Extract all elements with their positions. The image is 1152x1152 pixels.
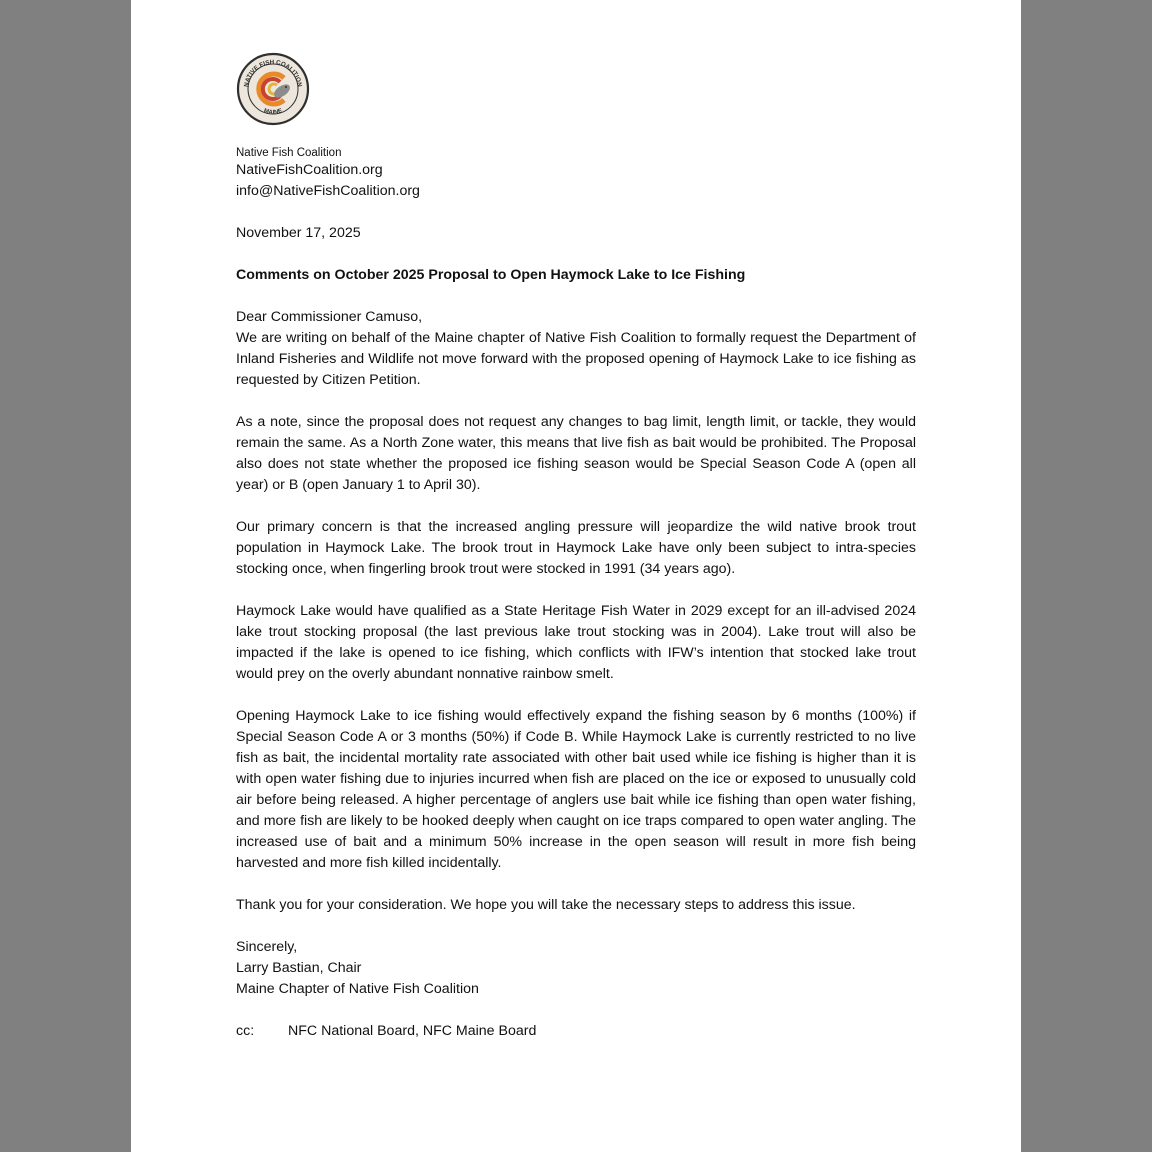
fish-eye-icon — [285, 86, 287, 88]
salutation: Dear Commissioner Camuso, — [236, 309, 423, 325]
body-paragraph-4: Haymock Lake would have qualified as a State Heritage Fish Water in 2029 except for an ill-advised 2024 lake trout stocking proposal (the last previous lake trout stocking was in 2004). Lake trout will also be impacted if the lake is opened to ice fishing, which conflicts with IFW’s intention that stocked lake trout would prey on the overly abundant nonnative rainbow smelt. — [236, 603, 916, 682]
signer-name: Larry Bastian, Chair — [236, 960, 362, 976]
signer-organization: Maine Chapter of Native Fish Coalition — [236, 981, 479, 997]
cc-label: cc: — [236, 1023, 255, 1039]
email-link[interactable]: info@NativeFishCoalition.org — [236, 183, 420, 199]
letter-content — [236, 52, 916, 1042]
native-fish-coalition-logo — [236, 52, 310, 126]
body-paragraph-2: As a note, since the proposal does not request any changes to bag limit, length limit, or tackle, they would remain the same. As a North Zone water, this means that live fish as bait would be prohibited. The Proposal also does not state whether the proposed ice fishing season would be Special Season Code A (open all year) or B (open January 1 to April 30). — [236, 414, 916, 493]
cc-line — [236, 1021, 916, 1042]
letter-subject: Comments on October 2025 Proposal to Open Haymock Lake to Ice Fishing — [236, 267, 746, 283]
cc-recipients: NFC National Board, NFC Maine Board — [288, 1023, 537, 1039]
body-paragraph-6: Thank you for your consideration. We hope you will take the necessary steps to address this issue. — [236, 897, 856, 913]
website-link[interactable]: NativeFishCoalition.org — [236, 162, 383, 178]
document-page — [131, 0, 1021, 1152]
letterhead — [236, 146, 916, 160]
closing-block — [236, 937, 916, 1000]
body-paragraph-5: Opening Haymock Lake to ice fishing would effectively expand the fishing season by 6 months (100%) if Special Season Code A or 3 months (50%) if Code B. While Haymock Lake is currently restricted to no live fish as bait, the incidental mortality rate associated with other bait used while ice fishing is higher than it is with open water fishing due to injuries incurred when fish are placed on the ice or exposed to unusually cold air before being released. A higher percentage of anglers use bait while ice fishing than open water fishing, and more fish are likely to be hooked deeply when caught on ice traps compared to open water angling. The increased use of bait and a minimum 50% increase in the open season will result in more fish being harvested and more fish killed incidentally. — [236, 708, 916, 871]
contact-block — [236, 160, 916, 202]
letter-date: November 17, 2025 — [236, 225, 361, 241]
body-paragraph-3: Our primary concern is that the increased angling pressure will jeopardize the wild native brook trout population in Haymock Lake. The brook trout in Haymock Lake have only been subject to intra-species stocking once, when fingerling brook trout were stocked in 1991 (34 years ago). — [236, 519, 916, 577]
body-paragraph-1: We are writing on behalf of the Maine chapter of Native Fish Coalition to formally request the Department of Inland Fisheries and Wildlife not move forward with the proposed opening of Haymock Lake to ice fishing as requested by Citizen Petition. — [236, 330, 916, 388]
logo-top-text: NATIVE FISH COALITION — [243, 58, 303, 88]
logo-bottom-text: MAINE — [262, 108, 284, 116]
valediction: Sincerely, — [236, 939, 298, 955]
org-name: Native Fish Coalition — [236, 147, 342, 159]
